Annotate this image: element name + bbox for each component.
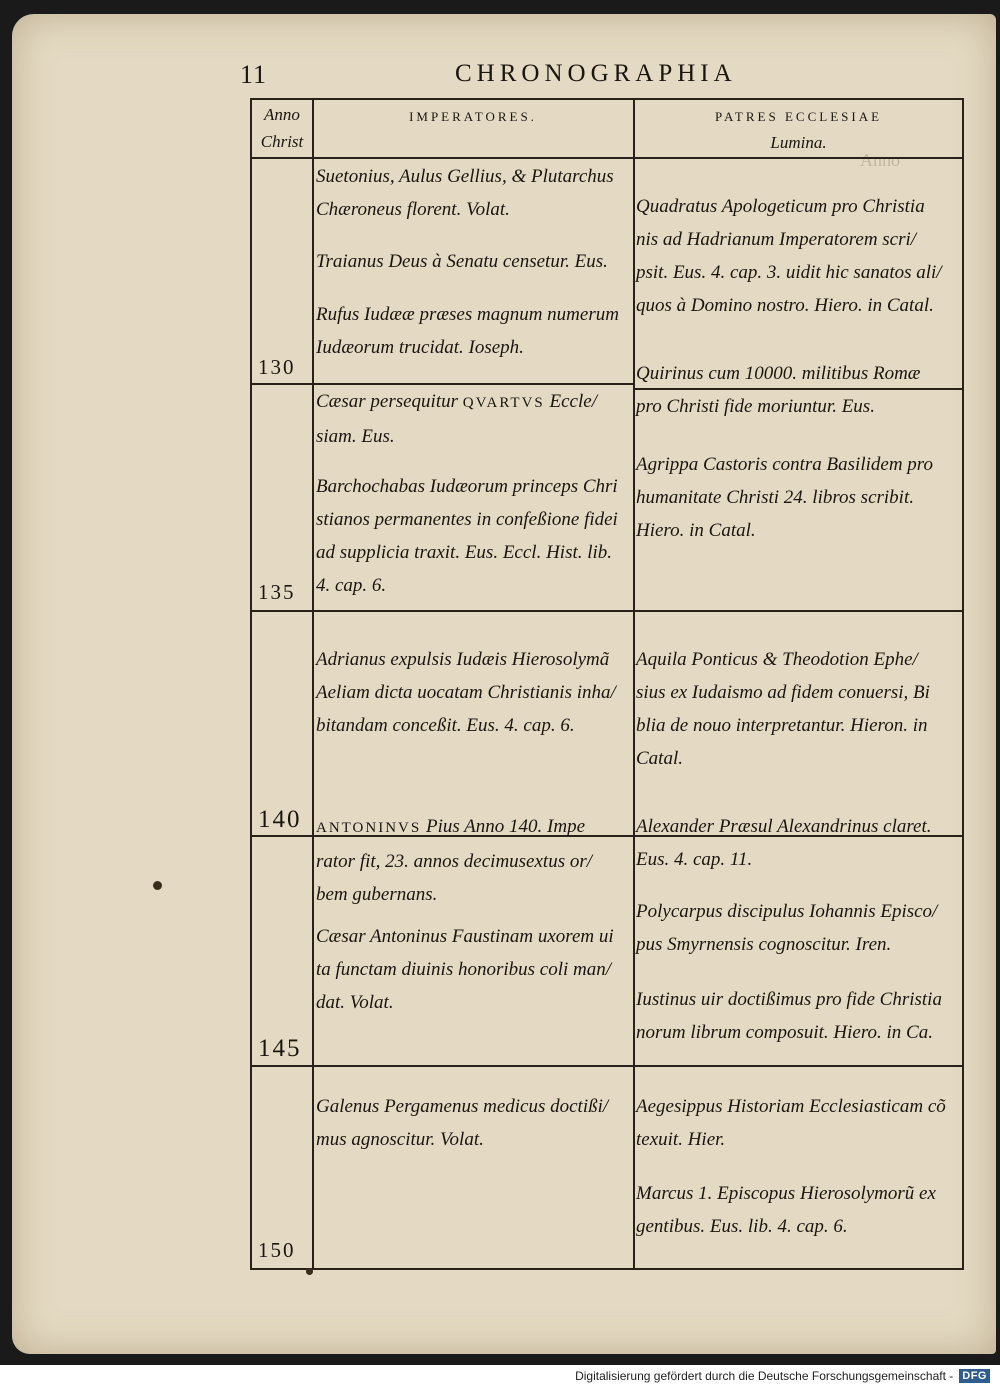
rule-anno [312,98,314,1268]
bleed-through-text: Anno [860,150,900,170]
imperatores-entry: Cæsar persequitur QVARTVS Eccle/ siam. Eus. [316,391,597,447]
imperatores-entry: Barchochabas Iudæorum princeps Chri stianos permanentes in confeßione fidei ad supplicia traxit. Eus. Eccl. Hist. lib. 4. cap. 6. [316,476,618,596]
header-patres-line2: Lumina. [770,133,827,152]
imperatores-entry: Adrianus expulsis Iudæis Hierosolymã Aeliam dicta uocatam Christianis inha/ bitandam conceßit. Eus. 4. cap. 6. [316,649,616,736]
ink-spot [153,881,162,890]
patres-entry: Quirinus cum 10000. militibus Romæ pro Christi fide moriuntur. Eus. [636,363,921,417]
rule-year-145 [250,1065,964,1067]
header-imperatores-label: IMPERATORES. [409,109,537,124]
patres-entry: Agrippa Castoris contra Basilidem pro humanitate Christi 24. libros scribit. Hiero. in Catal. [636,454,933,541]
imperatores-entry: Suetonius, Aulus Gellius, & Plutarchus Chæroneus florent. Volat. [316,166,614,220]
patres-entry: Aquila Ponticus & Theodotion Ephe/ sius ex Iudaismo ad fidem conuersi, Bi blia de nouo interpretantur. Hieron. in Catal. [636,649,930,769]
imperatores-entry: Rufus Iudææ præses magnum numerum Iudæorum trucidat. Ioseph. [316,304,619,358]
imperatores-entry: Cæsar Antoninus Faustinam uxorem ui ta functam diuinis honoribus coli man/ dat. Volat. [316,926,614,1013]
year-marker: 130 [258,355,296,379]
rule-left [250,98,252,1268]
imperatores-entry: Galenus Pergamenus medicus doctißi/ mus agnoscitur. Volat. [316,1096,609,1150]
header-anno-line2: Christ [260,132,304,151]
folio-number: 11 [240,60,268,89]
header-patres-line1: PATRES ECCLESIAE [714,109,883,124]
ink-spot [306,1268,313,1275]
dfg-logo: DFG [959,1369,990,1383]
digitization-footer [0,1365,1000,1387]
header-anno [252,102,312,156]
patres-entry: Iustinus uir doctißimus pro fide Christia norum librum composuit. Hiero. in Ca. [636,989,942,1043]
rule-top [250,98,964,100]
patres-entry: Aegesippus Historiam Ecclesiasticam cõ texuit. Hier. [636,1096,946,1150]
year-marker: 145 [258,1035,302,1062]
patres-entry: Polycarpus discipulus Iohannis Episco/ pus Smyrnensis cognoscitur. Iren. [636,901,938,955]
footer-text: Digitalisierung gefördert durch die Deutsche Forschungsgemeinschaft - [575,1369,954,1383]
patres-entry: Alexander Præsul Alexandrinus claret. Eus. 4. cap. 11. [636,816,932,870]
rule-year-135 [250,610,964,612]
imperatores-entry: ANTONINVS Pius Anno 140. Impe rator fit, 23. annos decimusextus or/ bem gubernans. [316,816,593,905]
header-anno-line1: Anno [264,105,300,124]
rule-header-bottom [250,157,964,159]
year-marker: 150 [258,1238,296,1262]
year-marker: 135 [258,580,296,604]
rule-bottom [250,1268,964,1270]
rule-right [962,98,964,1268]
patres-entry: Quadratus Apologeticum pro Christia nis ad Hadrianum Imperatorem scri/ psit. Eus. 4. cap. 3. uidit hic sanatos ali/ quos à Domino nostro. Hiero. in Catal. [636,196,942,316]
year-marker: 140 [258,806,302,833]
header-imperatores [314,104,632,130]
running-head: CHRONOGRAPHIA [455,60,737,87]
header-patres [636,104,961,157]
patres-entry: Marcus 1. Episcopus Hierosolymorũ ex gentibus. Eus. lib. 4. cap. 6. [636,1183,936,1237]
imperatores-entry: Traianus Deus à Senatu censetur. Eus. [316,251,608,272]
